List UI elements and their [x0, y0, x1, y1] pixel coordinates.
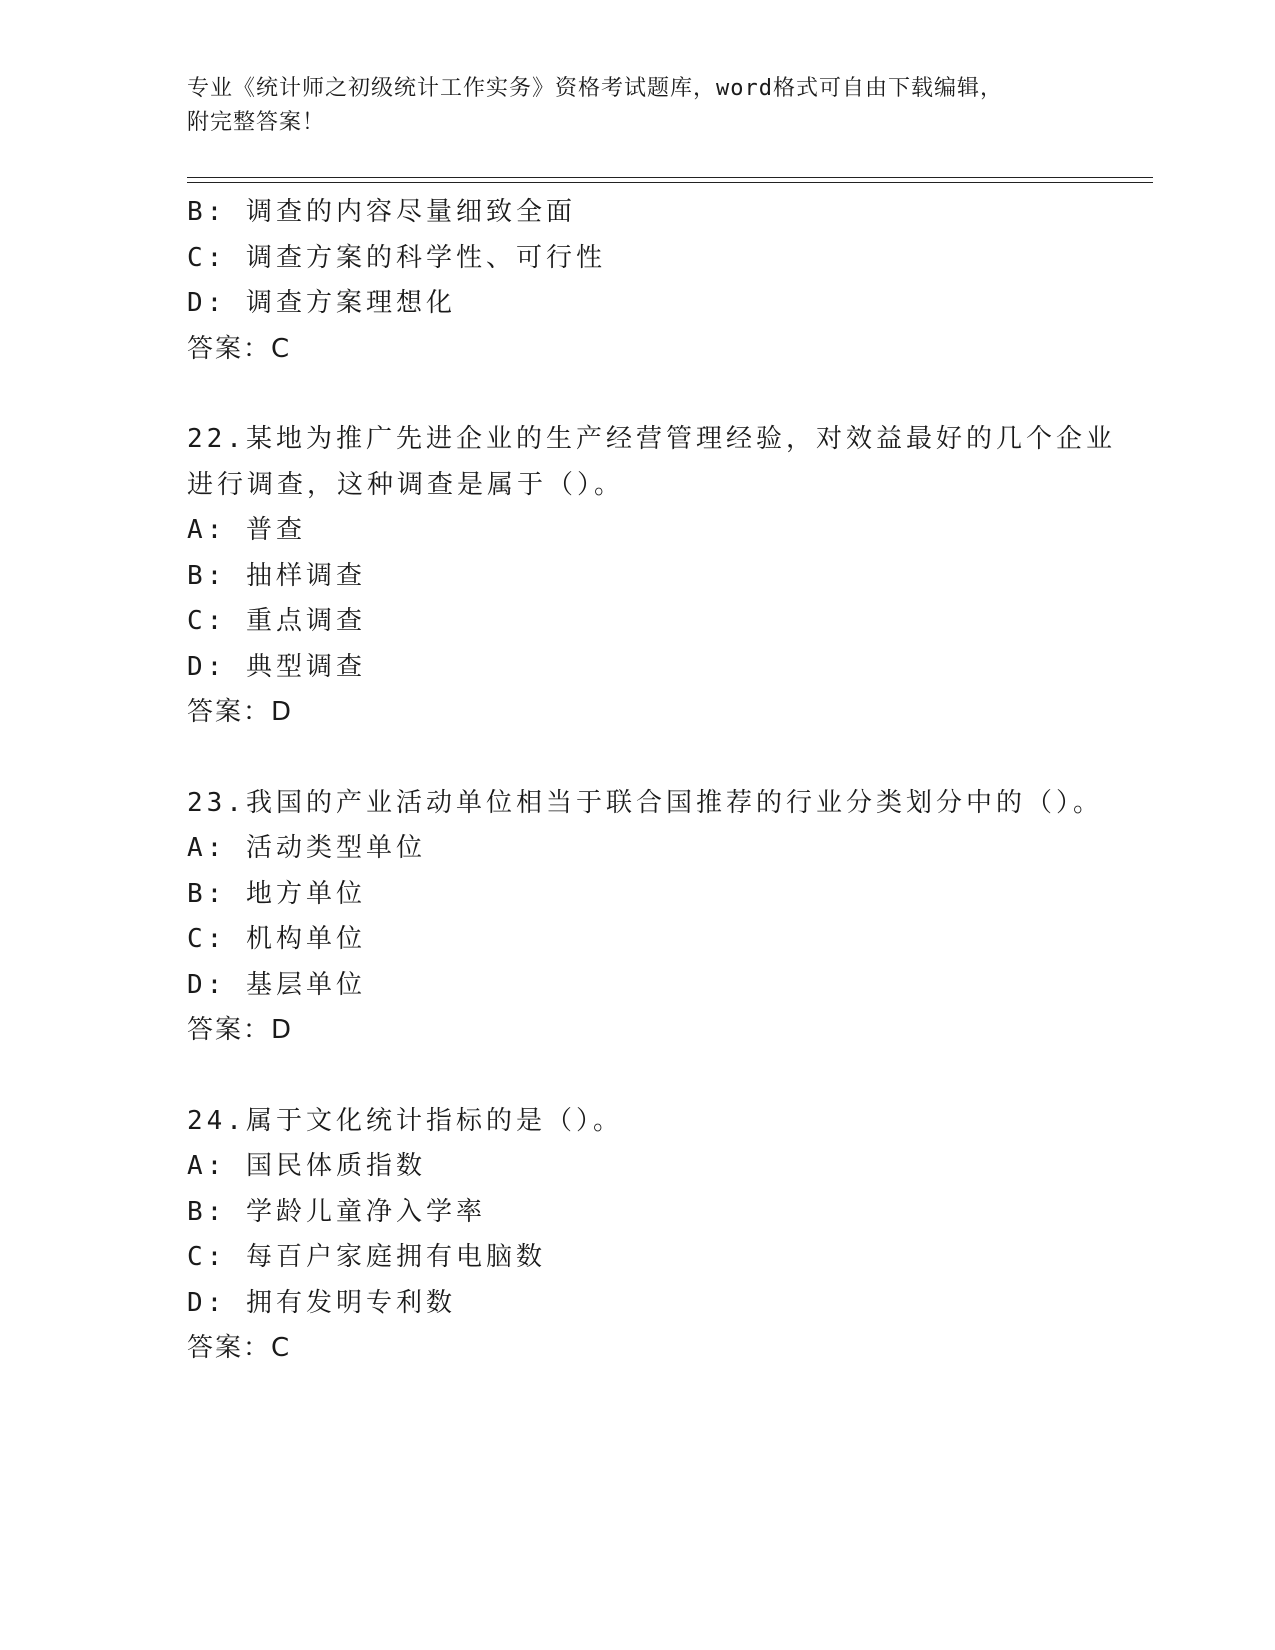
- answer: 答案：C: [187, 1333, 292, 1363]
- option-d: D: 拥有发明专利数: [187, 1287, 456, 1318]
- option-c: C: 调查方案的科学性、可行性: [187, 242, 606, 273]
- option-c: C: 每百户家庭拥有电脑数: [187, 1242, 546, 1272]
- option-b: B: 抽样调查: [187, 560, 366, 591]
- question-23: [187, 781, 1107, 1054]
- answer: 答案：D: [187, 1015, 294, 1045]
- spacer: [187, 372, 1107, 417]
- option-d: D: 调查方案理想化: [187, 288, 456, 318]
- option-b: B: 地方单位: [187, 878, 366, 909]
- option-a: A: 活动类型单位: [187, 833, 426, 863]
- option-c: C: 机构单位: [187, 924, 366, 954]
- option-b: B: 学龄儿童净入学率: [187, 1196, 486, 1227]
- question-22: [187, 417, 1116, 736]
- question-21-tail: [187, 190, 1107, 372]
- header-line-2: 附完整答案！: [187, 110, 326, 135]
- spacer: [187, 736, 1107, 781]
- answer: 答案：D: [187, 697, 294, 727]
- question-stem-line-1: 24.属于文化统计指标的是（）。: [187, 1105, 623, 1136]
- question-stem-line-2: 进行调查，这种调查是属于（）。: [187, 469, 625, 500]
- question-24: [187, 1099, 1107, 1372]
- header-divider-bottom: [187, 182, 1153, 183]
- option-b: B: 调查的内容尽量细致全面: [187, 197, 576, 227]
- question-stem-line-1: 23.我国的产业活动单位相当于联合国推荐的行业分类划分中的（）。: [187, 787, 1103, 818]
- option-a: A: 普查: [187, 515, 306, 545]
- question-list: [187, 190, 1116, 1372]
- answer: 答案：C: [187, 333, 292, 364]
- header-divider-top: [187, 177, 1153, 178]
- document-header: [187, 72, 1087, 140]
- option-d: D: 基层单位: [187, 969, 366, 1000]
- option-c: C: 重点调查: [187, 606, 366, 636]
- spacer: [187, 1054, 1107, 1099]
- question-stem-line-1: 22.某地为推广先进企业的生产经营管理经验，对效益最好的几个企业: [187, 424, 1116, 454]
- option-d: D: 典型调查: [187, 651, 366, 682]
- header-line-1: 专业《统计师之初级统计工作实务》资格考试题库，word格式可自由下载编辑，: [187, 76, 1003, 101]
- option-a: A: 国民体质指数: [187, 1151, 426, 1181]
